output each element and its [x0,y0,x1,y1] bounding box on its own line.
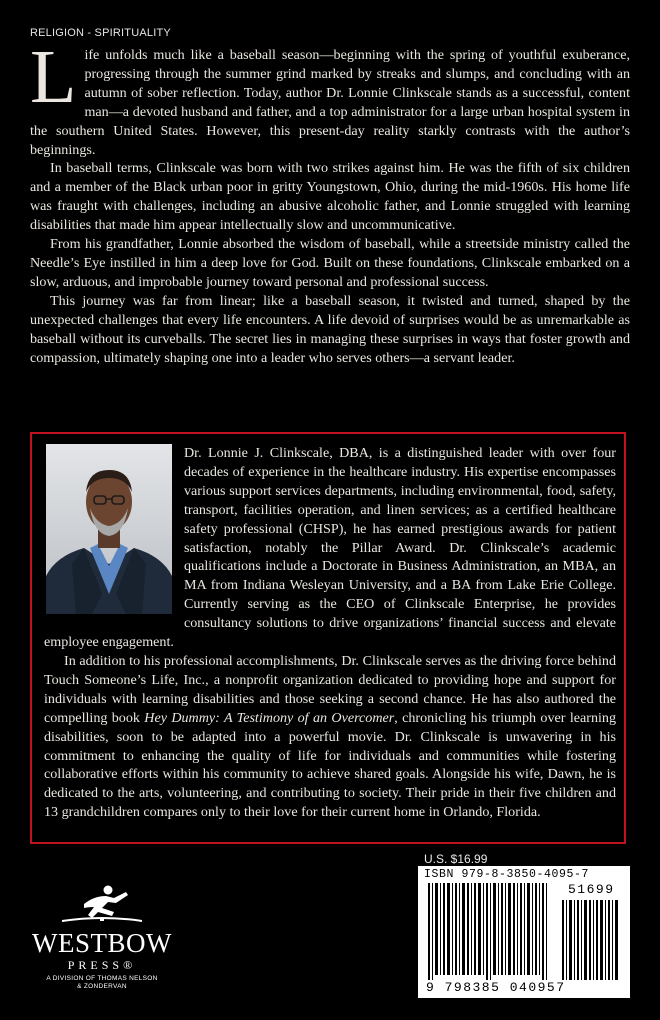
author-photo [46,444,172,614]
bio-paragraph-1: Dr. Lonnie J. Clinkscale, DBA, is a distinguished leader with over four decades of experience in the healthcare industry. His expertise encompasses various support services departments, including environmental, food, safety, transport, facilities operation, and linen services; as a certified healthcare safety professional (CHSP), he has earned prestigious awards for patient satisfaction, notably the Pillar Award. Dr. Clinkscale’s academic qualifications include a Doctorate in Business Administration, an MBA, an MA from Indiana Wesleyan University, and a BA from Lake Erie College. Currently serving as the CEO of Clinkscale Enterprise, he provides consultancy solutions to drive organizations’ financial success and elevate employee engagement. [44,445,616,651]
bio-paragraph-2: In addition to his professional accomplishments, Dr. Clinkscale serves as the driving force behind Touch Someone’s Life, Inc., a nonprofit organization dedicated to providing hope and support for individuals with learning disabilities and those seeking a second chance. He has also authored the compelling book Hey Dummy: A Testimony of an Overcomer, chronicling his triumph over learning disabilities, soon to be adapted into a powerful movie. Dr. Clinkscale is unwavering in his commitment to enhancing the quality of life for individuals and communities while fostering collaborative efforts within his community to achieve shared goals. Alongside his wife, Dawn, he is dedicated to the arts, volunteering, and contributing to society. Their pride in their five children and 13 grandchildren compares only to their love for their current home in Orlando, Florida. [44,652,616,821]
isbn-label: ISBN 979-8-3850-4095-7 [424,868,590,881]
publisher-name: WESTBOW [32,928,172,958]
publisher-press: PRESS® [67,958,137,972]
blurb-paragraph-4: This journey was far from linear; like a baseball season, it twisted and turned, shaped by the unexpected challenges that every life encounters. A life devoid of surprises would be as unremarkable as baseball without its curveballs. The secret lies in managing these surprises in ways that foster growth and compassion, ultimately shaping one into a leader who serves others—a servant leader. [30,292,630,366]
barcode-bars [418,866,630,998]
price-label: U.S. $16.99 [424,852,488,866]
drop-cap: L [30,35,77,119]
author-portrait-illustration [46,444,172,614]
publisher-division: A DIVISION OF THOMAS NELSON & ZONDERVAN [46,975,158,990]
category-label: RELIGION - SPIRITUALITY [30,27,171,39]
blurb-paragraph-3: From his grandfather, Lonnie absorbed the wisdom of baseball, while a streetside ministry called the Needle’s Eye instilled in him a deep love for God. Built on these foundations, Clinkscale embarked on a slow, arduous, and improbable journey toward personal and professional success. [30,236,630,290]
author-bio-box [30,432,626,844]
blurb-paragraph-1: Life unfolds much like a baseball season—beginning with the spring of youthful exuberance, progressing through the summer grind marked by streaks and slumps, and concluding with an autumn of sober reflection. Today, author Dr. Lonnie Clinkscale stands as a successful, content man—a devoted husband and father, and a top administrator for a large urban hospital system in the southern United States. However, this present-day reality starkly contrasts with the author’s beginnings. [30,35,630,158]
isbn-barcode [418,866,630,998]
back-cover-blurb [30,35,630,367]
book-title: Hey Dummy: A Testimony of an Overcomer [144,709,395,726]
blurb-paragraph-2: In baseball terms, Clinkscale was born with two strikes against him. He was the fifth of six children and a member of the Black urban poor in gritty Youngstown, Ohio, during the mid-1960s. His home life was fraught with challenges, including an abusive alcoholic father, and Lonnie struggled with learning disabilities that made him appear intellectually slow and uncommunicative. [30,160,630,234]
sprinter-icon [22,878,182,928]
price-addon-digits: 51699 [568,882,615,897]
barcode-digits: 9 798385 040957 [426,980,566,995]
publisher-logo [22,878,182,1008]
